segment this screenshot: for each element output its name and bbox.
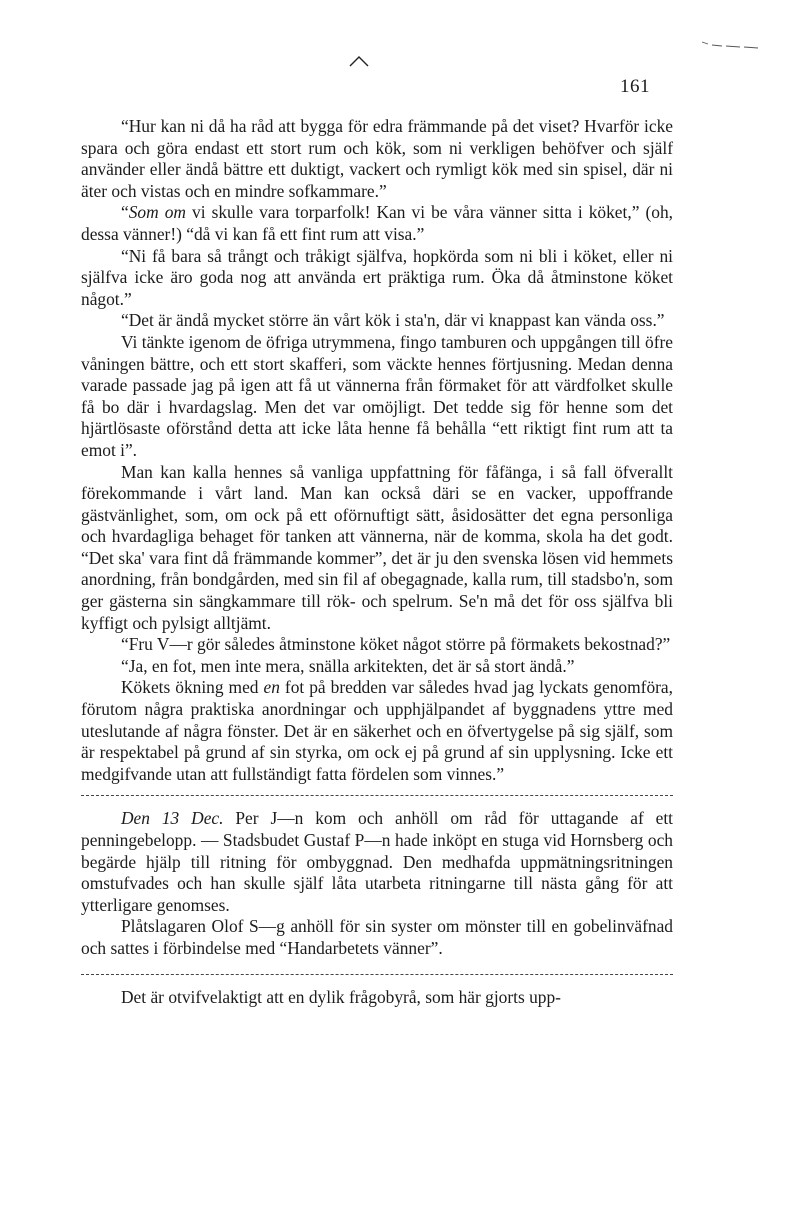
paragraph bbox=[81, 202, 673, 245]
paragraph: Man kan kalla hennes så vanliga uppfattning för fåfänga, i så fall öfverallt förekommande i vårt land. Man kan också däri se en vacker, uppoffrande gästvänlighet, som, om ock på ett oförnuftigt sätt, åsidosätter det egna personliga och hvardagliga behaget för tanken att vännerna, när de komma, skola ha det godt. “Det ska' vara fint då främmande kommer”, det är ju den svenska lösen vid hemmets anordning, från bondgården, med sin fil af obegagnade, kalla rum, till stadsbo'n, som ger gästerna sin sängkammare till rök- och spelrum. Se'n må det för oss själfva bli kyffigt och pylsigt alltjämt. bbox=[81, 461, 673, 633]
paragraph-text: vi skulle vara torparfolk! Kan vi be våra vänner sitta i köket,” (oh, dessa vänner!) “då vi kan få ett fint rum att visa.” bbox=[81, 202, 673, 244]
section-divider bbox=[81, 974, 673, 985]
caret-mark bbox=[349, 54, 369, 68]
paragraph: “Det är ändå mycket större än vårt kök i sta'n, där vi knappast kan vända oss.” bbox=[121, 310, 665, 331]
paragraph-text: Per J—n kom och anhöll om råd för uttagande af ett penningebelopp. — Stadsbudet Gustaf P—n hade inköpt en stuga vid Hornsberg och begärde hjälp till ritning för ombyggnad. Den medhafda uppmätningsritningen omstufvades och han skulle själf låta utarbeta ritningarne till nästa gång för att ytterligare genomses. bbox=[81, 808, 674, 915]
paragraph bbox=[81, 677, 673, 785]
scan-mark bbox=[700, 38, 760, 50]
paragraph: “Hur kan ni då ha råd att bygga för edra främmande på det viset? Hvarför icke spara och göra endast ett stort rum och kök, som ni verkligen behöfver och själf använder eller ändå bättre ett duktigt, vackert och rymligt kök med sin spisel, där ni äter och vistas och en mindre sofkammare.” bbox=[81, 116, 673, 201]
paragraph: Plåtslagaren Olof S—g anhöll för sin syster om mönster till en gobelinväfnad och sattes i förbindelse med “Handarbetets vänner”. bbox=[81, 916, 673, 958]
emphasis-text: en bbox=[263, 677, 280, 698]
paragraph: “Ni få bara så trångt och tråkigt själfva, hopkörda som ni bli i köket, eller ni själfva icke äro goda nog att använda ert präktiga rum. Öka då åtminstone köket något.” bbox=[81, 245, 673, 309]
paragraph: Vi tänkte igenom de öfriga utrymmena, fingo tamburen och uppgången till öfre våningen bättre, och ett stort skafferi, som väckte hennes förtjusning. Medan denna varade passade jag på igen att få ut vännerna från förmaket för att värdfolket skulle få bo där i hvardagslag. Men det var omöjligt. Det tedde sig för henne som det hjärtlösaste oförstånd detta att icke låta henne få behålla “ett riktigt fint rum att ta emot i”. bbox=[81, 331, 673, 460]
emphasis-text: Som om bbox=[128, 202, 186, 223]
paragraph-text: fot på bredden var således hvad jag lyckats genomföra, förutom några praktiska anordningar och upphjälpandet af byggnadens yttre med uteslutande af några fönster. Det är en säkerhet och en öfvertygelse på sig själf, som är respektabel på grund af sin styrka, om ock ej på grund af sin upplysning. Icke ett medgifvande utan att fullständigt fatta fördelen som vinnes.” bbox=[81, 677, 674, 784]
quote-open: “ bbox=[121, 202, 129, 223]
paragraph: Det är otvifvelaktigt att en dylik frågobyrå, som här gjorts upp- bbox=[121, 986, 561, 1007]
paragraph: “Ja, en fot, men inte mera, snälla arkitekten, det är så stort ändå.” bbox=[121, 655, 575, 676]
section-divider bbox=[81, 795, 673, 806]
page-number: 161 bbox=[620, 76, 650, 97]
paragraph-text: Kökets ökning med bbox=[121, 677, 264, 698]
paragraph: “Fru V—r gör således åtminstone köket något större på förmakets bekostnad?” bbox=[121, 634, 671, 655]
paragraph bbox=[81, 808, 673, 916]
diary-date: Den 13 Dec. bbox=[121, 808, 224, 829]
main-text bbox=[81, 116, 673, 1008]
